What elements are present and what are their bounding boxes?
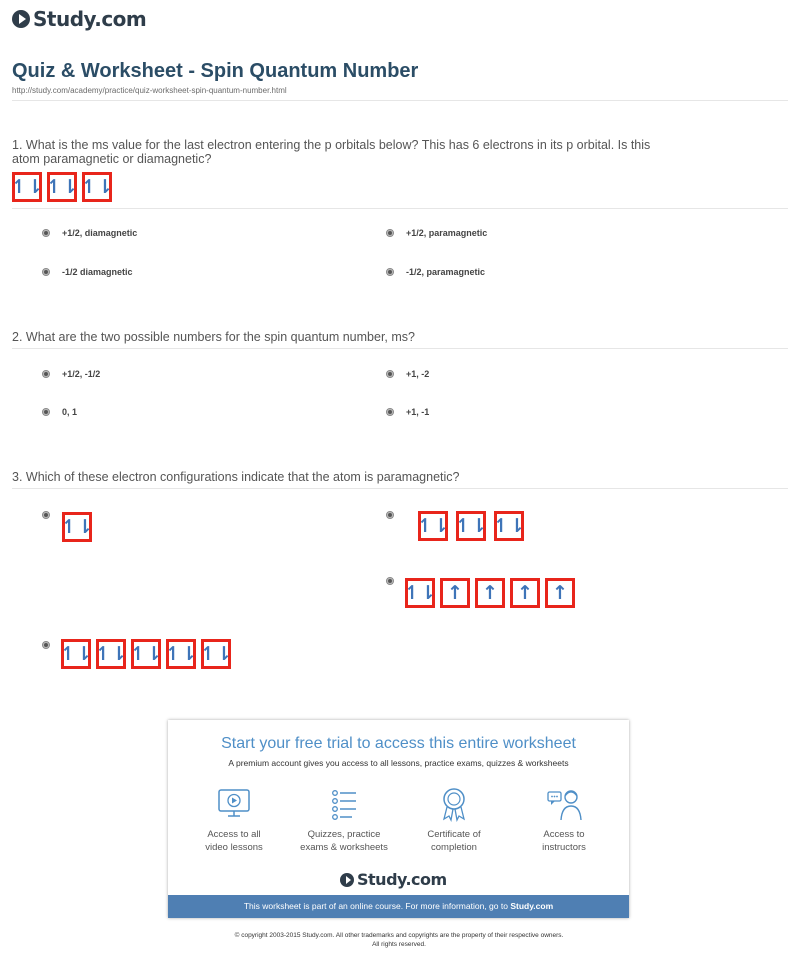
copyright-notice [0, 931, 798, 949]
play-icon [340, 873, 354, 887]
option-label: +1/2, paramagnetic [406, 228, 488, 238]
orbital-box: ↑ [545, 578, 575, 608]
orbital-box: ↿⇂ [12, 172, 42, 202]
orbital-box: ↿⇂ [405, 578, 435, 608]
certificate-icon [436, 786, 472, 822]
answer-option-config[interactable] [418, 511, 532, 541]
option-label: +1/2, -1/2 [62, 369, 101, 379]
option-label: -1/2, paramagnetic [406, 267, 486, 277]
option-label: 0, 1 [62, 407, 78, 417]
page-url: http://study.com/academy/practice/quiz-worksheet-spin-quantum-number.html [12, 86, 287, 95]
answer-option[interactable] [42, 228, 137, 238]
option-label: +1, -1 [406, 407, 430, 417]
answer-option[interactable] [386, 369, 429, 379]
play-icon [12, 10, 30, 28]
feature-label: Quizzes, practice exams & worksheets [300, 829, 388, 853]
radio-button[interactable] [42, 408, 50, 416]
orbital-box: ↿⇂ [61, 639, 91, 669]
answer-option[interactable] [42, 267, 133, 277]
promo-subline: A premium account gives you access to all lessons, practice exams, quizzes & worksheets [228, 758, 569, 768]
feature-label: Access to instructors [542, 829, 586, 853]
answer-option[interactable] [42, 369, 100, 379]
answer-option[interactable] [386, 228, 487, 238]
orbital-box: ↿⇂ [201, 639, 231, 669]
radio-button[interactable] [386, 229, 394, 237]
study-logo[interactable] [340, 870, 447, 889]
feature-video-lessons [184, 786, 284, 854]
orbital-box: ↿⇂ [494, 511, 524, 541]
orbital-box: ↑ [440, 578, 470, 608]
video-lesson-icon [216, 786, 252, 822]
divider [12, 348, 788, 349]
logo-text: Study.com [33, 7, 147, 31]
radio-button[interactable] [386, 268, 394, 276]
logo-text: Study.com [357, 870, 447, 889]
radio-button[interactable] [386, 511, 394, 519]
orbital-box: ↿⇂ [131, 639, 161, 669]
orbital-box: ↿⇂ [166, 639, 196, 669]
study-logo[interactable] [12, 7, 146, 31]
page-title: Quiz & Worksheet - Spin Quantum Number [12, 60, 419, 82]
feature-label: Certificate of completion [427, 829, 481, 853]
copyright-line: © copyright 2003-2015 Study.com. All other trademarks and copyrights are the property of their respective owners. [234, 932, 564, 939]
quiz-list-icon [326, 786, 362, 822]
option-label: +1/2, diamagnetic [62, 228, 138, 238]
promo-bar-link[interactable]: Study.com [510, 901, 554, 911]
radio-button[interactable] [42, 370, 50, 378]
divider [12, 208, 788, 209]
promo-card [168, 720, 629, 918]
rights-line: All rights reserved. [372, 941, 426, 948]
divider [12, 488, 788, 489]
feature-quizzes [294, 786, 394, 854]
question-2-text: 2. What are the two possible numbers for the spin quantum number, ms? [12, 330, 415, 344]
radio-button[interactable] [42, 641, 50, 649]
instructor-icon [546, 786, 582, 822]
radio-button[interactable] [386, 408, 394, 416]
divider [12, 100, 788, 101]
promo-bar-text: This worksheet is part of an online course. For more information, go to [243, 901, 511, 911]
answer-option[interactable] [386, 407, 429, 417]
promo-info-bar [168, 895, 629, 918]
orbital-box: ↑ [510, 578, 540, 608]
orbital-box: ↿⇂ [47, 172, 77, 202]
answer-option[interactable] [42, 407, 77, 417]
orbital-box: ↿⇂ [62, 512, 92, 542]
question-3-text: 3. Which of these electron configurations indicate that the atom is paramagnetic? [12, 470, 460, 484]
feature-instructors [514, 786, 614, 854]
question-1-figure [12, 172, 117, 202]
radio-button[interactable] [42, 511, 50, 519]
promo-headline[interactable]: Start your free trial to access this entire worksheet [221, 735, 576, 752]
answer-option[interactable] [386, 267, 485, 277]
orbital-box: ↿⇂ [456, 511, 486, 541]
feature-certificate [404, 786, 504, 854]
answer-option-config[interactable] [405, 578, 580, 608]
feature-label: Access to all video lessons [205, 829, 263, 853]
answer-option-config[interactable] [61, 639, 236, 669]
radio-button[interactable] [42, 268, 50, 276]
option-label: +1, -2 [406, 369, 430, 379]
radio-button[interactable] [386, 370, 394, 378]
option-label: -1/2 diamagnetic [62, 267, 133, 277]
orbital-box: ↿⇂ [418, 511, 448, 541]
orbital-box: ↑ [475, 578, 505, 608]
radio-button[interactable] [386, 577, 394, 585]
orbital-box: ↿⇂ [96, 639, 126, 669]
answer-option-config[interactable] [62, 512, 100, 542]
question-1-text: 1. What is the ms value for the last electron entering the p orbitals below? This has 6 electrons in its p orbital. Is this atom paramagnetic or diamagnetic? [12, 138, 651, 166]
orbital-box: ↿⇂ [82, 172, 112, 202]
radio-button[interactable] [42, 229, 50, 237]
